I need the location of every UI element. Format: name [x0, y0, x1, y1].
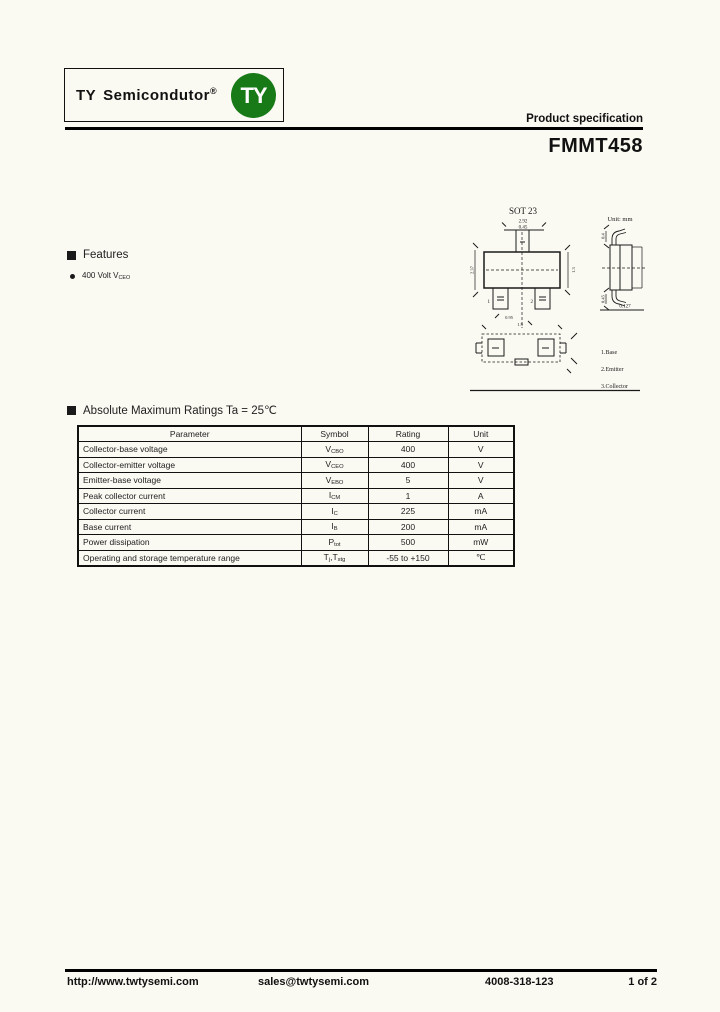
part-number-title: FMMT458 [548, 135, 643, 157]
dim-pitch-label: 0.95 [505, 315, 513, 320]
symbol-cell: $P_{tot}$ [301, 535, 368, 551]
table-row [78, 488, 514, 504]
col-header-unit: Unit [448, 426, 514, 442]
unit-label: Unit: mm [607, 216, 633, 223]
col-header-rating: Rating [368, 426, 448, 442]
pin2-number: 2 [530, 300, 533, 305]
symbol-cell: $I_C$ [301, 504, 368, 520]
footer-page-indicator: 1 of 2 [628, 976, 657, 988]
feature-item [70, 271, 130, 281]
footer-rule [65, 969, 657, 972]
rating-cell: 400 [368, 442, 448, 458]
rating-cell: -55 to +150 [368, 550, 448, 566]
table-row [78, 535, 514, 551]
header-rule [65, 127, 643, 130]
side-view [600, 225, 645, 310]
square-bullet-icon [67, 251, 76, 260]
table-row [78, 473, 514, 489]
dim-left-label: 2.37 [469, 266, 475, 274]
footer-website: http://www.twtysemi.com [67, 976, 199, 988]
logo-text [76, 86, 217, 104]
symbol-cell: $I_B$ [301, 519, 368, 535]
rating-cell: 500 [368, 535, 448, 551]
parameter-cell: Power dissipation [78, 535, 301, 551]
logo-name: Semicondutor [103, 87, 211, 104]
symbol-cell: $I_{CM}$ [301, 488, 368, 504]
package-name-label: SOT 23 [508, 206, 538, 216]
product-specification-label: Product specification [526, 113, 643, 125]
rating-cell: 400 [368, 457, 448, 473]
table-row [78, 457, 514, 473]
dim-right-label: 1.3 [571, 267, 576, 273]
registered-mark-icon: ® [210, 86, 218, 96]
symbol-cell: $V_{CBO}$ [301, 442, 368, 458]
logo-ty: TY [76, 87, 97, 104]
top-view [470, 220, 577, 330]
pin-label-base: 1.Base [601, 350, 618, 356]
parameter-cell: Base current [78, 519, 301, 535]
ratings-heading [67, 403, 277, 417]
symbol-cell: $V_{EBO}$ [301, 473, 368, 489]
unit-cell: V [448, 442, 514, 458]
table-row [78, 504, 514, 520]
unit-cell: mA [448, 519, 514, 535]
symbol-cell: $V_{CEO}$ [301, 457, 368, 473]
dim-standoff-label: 0.127 [619, 304, 631, 310]
parameter-cell: Collector-base voltage [78, 442, 301, 458]
col-header-parameter: Parameter [78, 426, 301, 442]
dim-top-label: 2.92 [518, 219, 528, 225]
sot23-package-drawing [468, 198, 645, 392]
table-row [78, 550, 514, 566]
ratings-heading-text: Absolute Maximum Ratings Ta = 25℃ [83, 405, 277, 417]
feature-item-sub: CEO [118, 275, 131, 281]
table-row [78, 442, 514, 458]
parameter-cell: Collector-emitter voltage [78, 457, 301, 473]
rating-cell: 1 [368, 488, 448, 504]
round-bullet-icon [70, 274, 75, 279]
unit-cell: mW [448, 535, 514, 551]
parameter-cell: Operating and storage temperature range [78, 550, 301, 566]
rating-cell: 225 [368, 504, 448, 520]
table-header-row [78, 426, 514, 442]
bottom-view [476, 333, 577, 373]
pin-legend [601, 350, 628, 390]
parameter-cell: Peak collector current [78, 488, 301, 504]
feature-item-text: 400 Volt $V_{CEO}$ [82, 271, 131, 281]
ratings-table [77, 425, 515, 567]
parameter-cell: Emitter-base voltage [78, 473, 301, 489]
dim-lead-label: 0.45 [518, 225, 528, 231]
square-bullet-icon [67, 406, 76, 415]
footer-phone: 4008-318-123 [485, 976, 554, 988]
unit-cell: V [448, 457, 514, 473]
dim-span-label: 1.9 [517, 322, 523, 327]
logo-badge-text: TY [240, 82, 267, 108]
unit-cell: ℃ [448, 550, 514, 566]
rating-cell: 5 [368, 473, 448, 489]
features-heading [67, 249, 128, 261]
pin-label-collector: 3.Collector [601, 384, 628, 390]
unit-cell: A [448, 488, 514, 504]
symbol-cell: $T_j,T_{stg}$ [301, 550, 368, 566]
parameter-cell: Collector current [78, 504, 301, 520]
features-heading-text: Features [83, 249, 129, 261]
unit-cell: V [448, 473, 514, 489]
dim-side-bottom-label: 0.45 [600, 295, 606, 303]
rating-cell: 200 [368, 519, 448, 535]
footer-email: sales@twtysemi.com [258, 976, 369, 988]
pin1-number: 1 [487, 300, 490, 305]
table-row [78, 519, 514, 535]
brand-logo-icon [231, 73, 276, 118]
dim-side-top-label: 0.4 [600, 233, 606, 239]
col-header-symbol: Symbol [301, 426, 368, 442]
unit-cell: mA [448, 504, 514, 520]
pin-label-emitter: 2.Emitter [601, 367, 624, 373]
